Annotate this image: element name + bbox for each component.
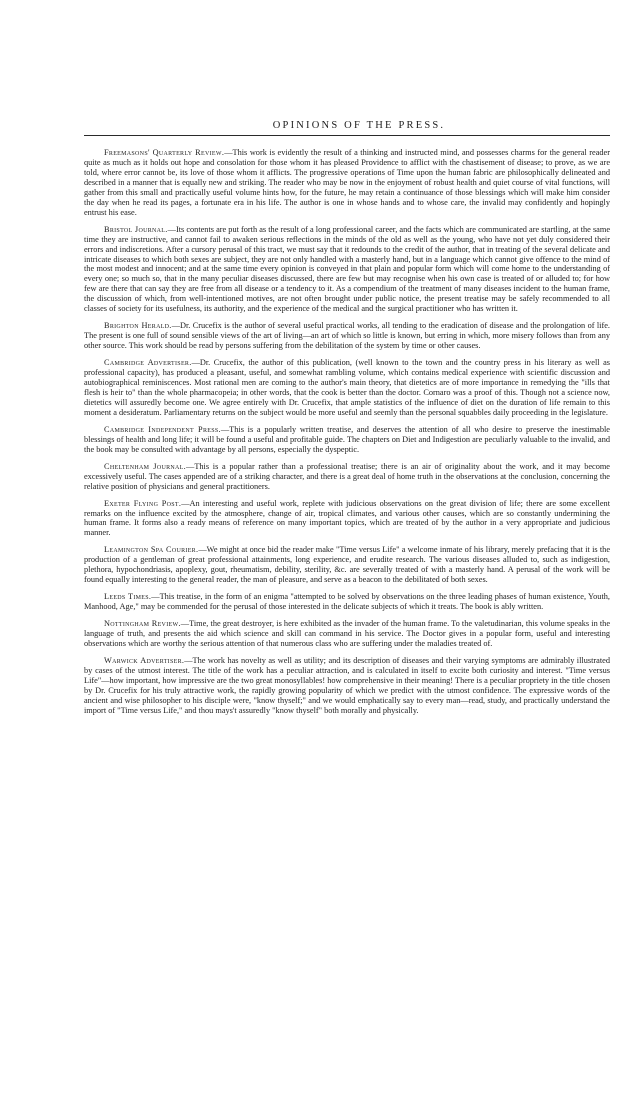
review-brighton xyxy=(84,321,610,351)
review-source: Freemasons' Quarterly Review. xyxy=(104,148,225,157)
review-bristol xyxy=(84,225,610,315)
review-source: Cambridge Independent Press. xyxy=(104,424,221,434)
review-freemasons xyxy=(84,148,610,218)
review-text: —This is a popular rather than a professional treatise; there is an air of originality about the work, and it may become excessively useful. The cases appended are of a striking character, and there is a great deal of home truth in the observations at the conclusion, concerning the relative position of physicians and general practitioners. xyxy=(84,461,610,491)
review-exeter xyxy=(84,499,610,539)
review-text: —We might at once bid the reader make "Time versus Life" a welcome inmate of his library, merely prefacing that it is the production of a gentleman of great professional attainments, long experience, and erudite research. The various diseases alluded to, such as indigestion, plethora, hypochondriasis, apoplexy, gout, rheumatism, debility, sterility, &c. are severally treated of with a masterly hand. A perusal of the work will be found equally interesting to the general reader, the man of pleasure, and serve as a beacon to the debilitated of both sexes. xyxy=(84,545,611,585)
page-heading: OPINIONS OF THE PRESS. xyxy=(272,120,446,131)
review-text: —The work has novelty as well as utility; and its description of diseases and their varying symptoms are admirably illustrated by cases of the utmost interest. The title of the work has a peculiar attraction, and is calculated in itself to excite both curiosity and interest. "Time versus Life"—how important, how impressive are the two great monosyllables! how comprehensive in their meaning! There is a peculiar propriety in the title chosen by Dr. Crucefix for his truly attractive work, the rapidly growing popularity of which we predict with the utmost confidence. The expressive words of the ancient and wise philosopher to his disciple were, "know thyself;" and we would emphatically say to every man—read, study, and practically understand the import of "Time versus Life," and thou mays't assuredly "know thyself" both morally and physically. xyxy=(84,655,610,715)
review-source: Leeds Times. xyxy=(104,592,152,602)
review-warwick xyxy=(84,656,610,716)
review-text: —Its contents are put forth as the result of a long professional career, and the facts which are communicated are startling, at the same time they are instructive, and cannot fail to awaken serious reflections in the minds of the old as well as the young, who have not yet duly considered their errors and indiscretions. After a cursory perusal of this tract, we must say that it redounds to the credit of the author, that in treating of the several delicate and intricate diseases to which both sexes are subject, they are not only handled with a masterly hand, but in a language which cannot give offence to the mind of the most modest and innocent; and at the same time every opinion is conveyed in that plain and popular form which will come home to the understanding of every one; so much so, that in the many peculiar diseases discussed, there are few but may recognise when his own case is treated of or alluded to; for how few are there that can say they are free from all disease or a tendency to it. As a compendium of the treatment of many diseases incident to the human frame, the discussion of which, from well-intentioned motives, are not often brought under public notice, the present treatise may be safely recommended to all classes of society for its usefulness, its authority, and the experience of the medical and the surgical practitioner who has written it. xyxy=(84,224,610,314)
review-text: —An interesting and useful work, replete with judicious observations on the great division of life; there are some excellent remarks on the influence excited by the atmosphere, change of air, tropical climates, and various other causes, which are so constantly undermining the human frame. It forms also a ready means of reference on many important topics, which are treated of by the author in a very appropriate and judicious manner. xyxy=(84,498,610,538)
review-text: —This treatise, in the form of an enigma "attempted to be solved by observations on the three leading phases of human existence, Youth, Manhood, Age," may be commended for the perusal of those interested in the delicate subjects of which it treats. The book is ably written. xyxy=(84,592,610,612)
review-cheltenham xyxy=(84,462,610,492)
review-source: Cheltenham Journal. xyxy=(104,461,187,471)
heading-rule xyxy=(84,135,610,136)
review-text: —This is a popularly written treatise, and deserves the attention of all who desire to preserve the inestimable blessings of health and long life; it will be found a useful and profitable guide. The chapters on Diet and Indigestion are peculiarly valuable to the invalid, and the book may be consulted with advantage by all persons, especially the dyspeptic. xyxy=(84,424,610,454)
review-source: Cambridge Advertiser. xyxy=(104,358,192,368)
review-source: Warwick Advertiser. xyxy=(104,655,185,665)
review-source: Leamington Spa Courier. xyxy=(104,545,199,555)
review-text: —This work is evidently the result of a thinking and instructed mind, and possesses charms for the general reader quite as much as it holds out hope and consolation for those whom it has pleased Providence to afflict with the chastisement of disease; to prove, as we are told, where error cannot be, its love of those whom it afflicts. The progressive operations of Time upon the human fabric are philosophically delineated and described in a manner that is equally new and striking. The reader who may be now in the enjoyment of robust health and quiet course of vital functions, will gather from this small and practically useful volume hints how, for the future, he may retain a continuance of those blessings which will make him consider the day when he read its pages, a fortunate era in his life. The author is one in whose hands and to whose care, the invalid may confidently and hopingly entrust his ease. xyxy=(84,148,610,217)
review-source: Exeter Flying Post. xyxy=(104,498,182,508)
review-cambridge-advertiser xyxy=(84,358,610,418)
review-leamington xyxy=(84,545,610,585)
review-source: Brighton Herald. xyxy=(104,321,172,331)
review-text: —Dr. Crucefix is the author of several useful practical works, all tending to the eradication of disease and the prolongation of life. The present is one full of sound sensible views of the art of living—an art of which so little is known, but erring in which, more misery follows than from any other source. This work should be read by persons suffering from the debilitation of the system by time or other causes. xyxy=(84,321,610,351)
review-text: —Dr. Crucefix, the author of this publication, (well known to the town and the country press in his literary as well as professional capacity), has produced a pleasant, useful, and somewhat rambling volume, which contains medical experience with scientific discussion and autobiographical reminiscences. Most rational men are coming to the author's main theory, that dietetics are of more importance in remedying the "ills that flesh is heir to" than the whole pharmacopeia; in other words, that the cook is better than the doctor. Cornaro was a proof of this. Though not a science now, dietetics will assuredly become one. We agree entirely with Dr. Crucefix, that ample statistics of the influence of diet on the duration of life remain to this moment a desideratum. Parliamentary returns on the subject would be more useful and seemly than the personal squabbles daily proceeding in the legislature. xyxy=(84,358,610,417)
review-source: Bristol Journal. xyxy=(104,224,168,234)
review-cambridge-independent xyxy=(84,425,610,455)
review-text: —Time, the great destroyer, is here exhibited as the invader of the human frame. To the valetudinarian, this volume speaks in the language of truth, and presents the aid which science and skill can command in his service. The Doctor gives in a popular form, useful and interesting observations which are worthy the serious attention of that numerous class who are suffering under the maladies treated of. xyxy=(84,619,610,648)
review-source: Nottingham Review. xyxy=(104,619,181,629)
review-nottingham xyxy=(84,619,610,649)
review-leeds xyxy=(84,592,610,612)
